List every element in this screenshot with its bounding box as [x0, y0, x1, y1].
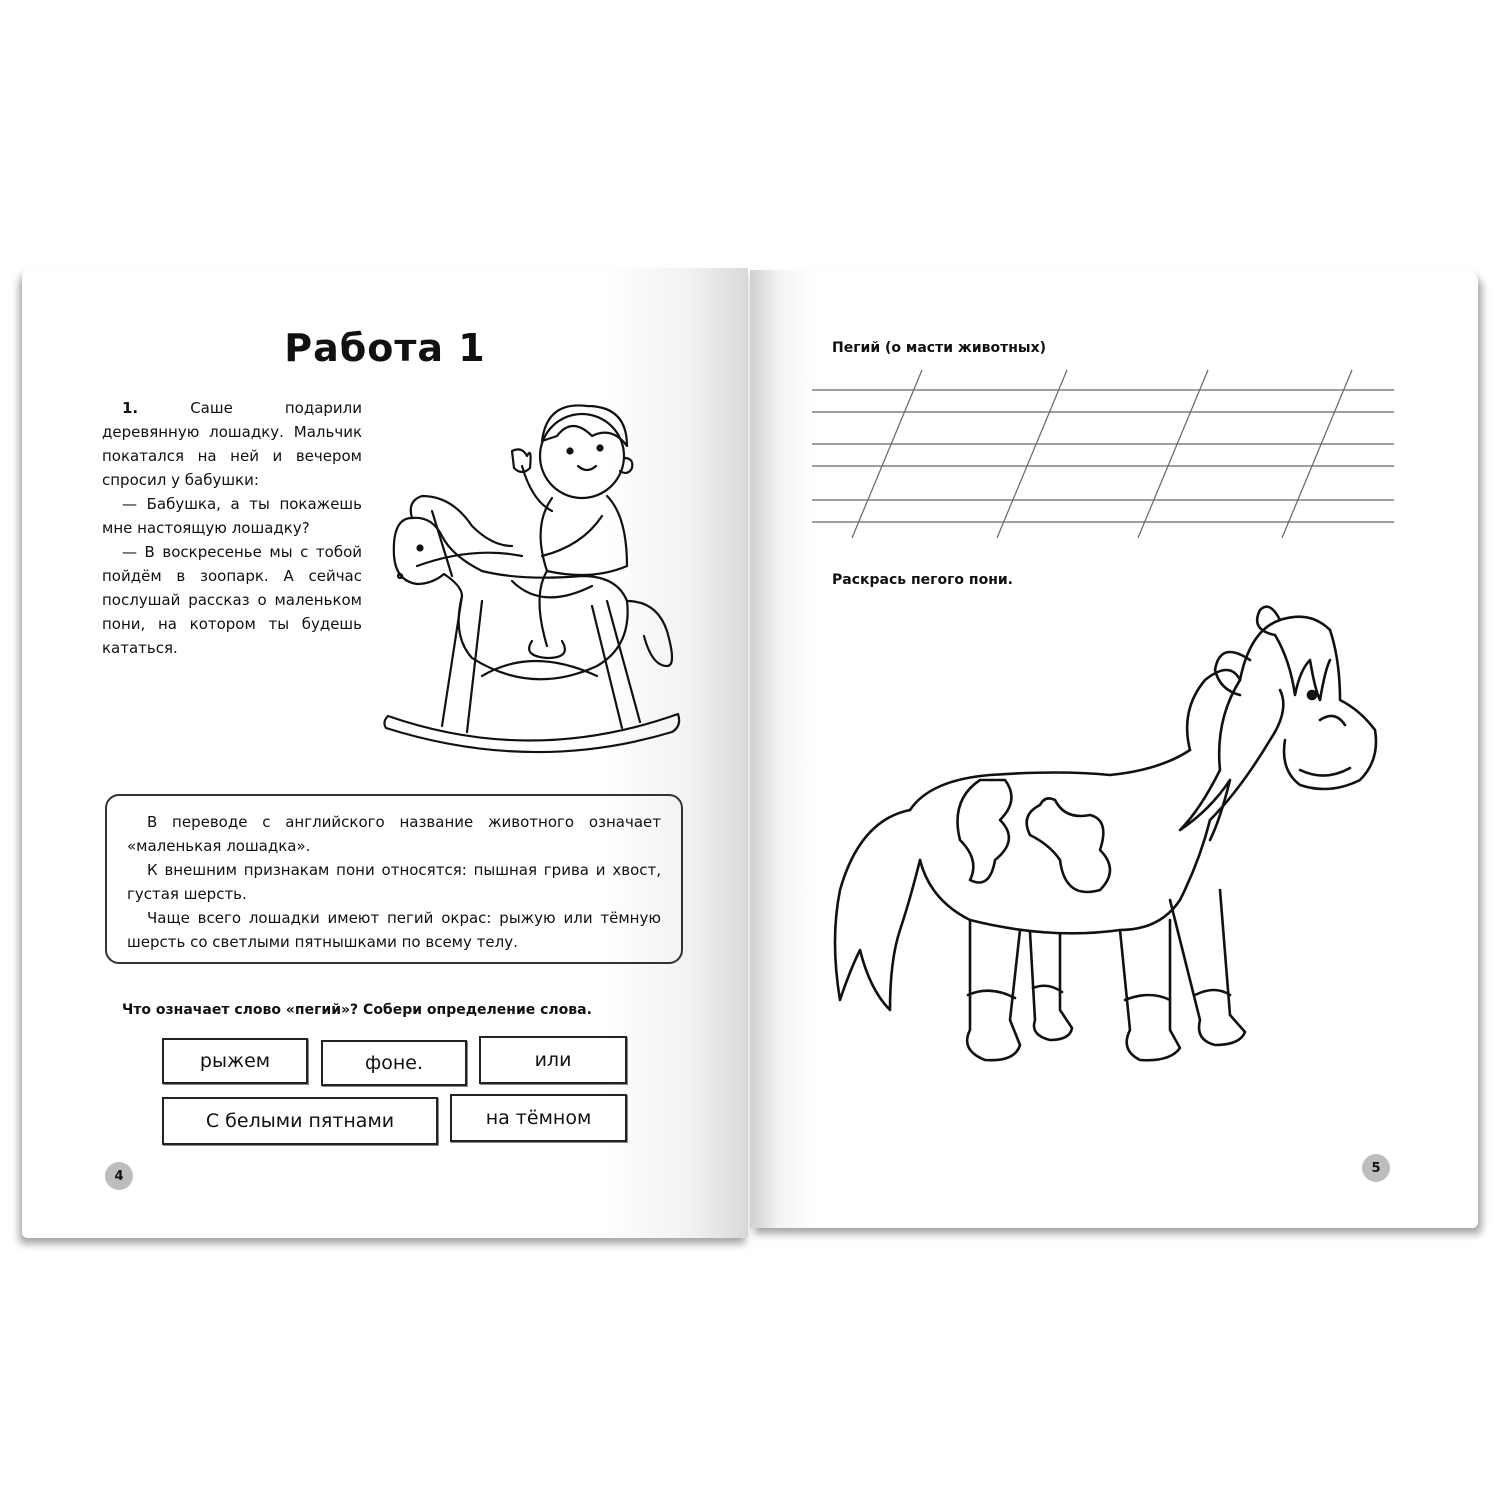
left-page — [22, 268, 748, 1238]
info-paragraph-2: К внешним признакам пони относятся: пышная грива и хвост, густая шерсть. — [127, 861, 661, 903]
word-card-4[interactable]: С белыми пятнами — [162, 1097, 438, 1145]
word-card-1[interactable]: рыжем — [162, 1038, 308, 1084]
page-number-right: 5 — [1362, 1154, 1390, 1182]
story-paragraph-2: — Бабушка, а ты покажешь мне настоящую лошадку? — [102, 495, 362, 537]
boy-rocking-horse-illustration — [382, 396, 692, 756]
info-paragraph-3: Чаще всего лошадки имеют пегий окрас: рыжую или тёмную шерсть со светлыми пятнышками по всему телу. — [127, 909, 661, 951]
task-number: 1. — [122, 399, 139, 417]
right-page — [750, 270, 1478, 1228]
word-card-5[interactable]: на тёмном — [450, 1094, 627, 1142]
task-text: Раскрась пегого пони. — [832, 572, 1014, 588]
word-card-3[interactable]: или — [479, 1036, 627, 1084]
writing-lines — [812, 366, 1402, 546]
page-title: Работа 1 — [284, 326, 486, 370]
story-text — [102, 396, 362, 660]
pony-illustration — [820, 600, 1390, 1120]
question-text: Что означает слово «пегий»? Собери определение слова. — [122, 1002, 592, 1018]
info-paragraph-1: В переводе с английского название животного означает «маленькая лошадка». — [127, 813, 661, 855]
word-card-2[interactable]: фоне. — [321, 1040, 467, 1086]
word-heading: Пегий (о масти животных) — [832, 340, 1046, 356]
story-paragraph-3: — В воскресенье мы с тобой пойдём в зоопарк. А сейчас послушай рассказ о маленьком пони, на котором ты будешь кататься. — [102, 543, 362, 657]
info-box — [105, 794, 683, 964]
story-paragraph-1: Саше подарили деревянную лошадку. Мальчик покатался на ней и вечером спросил у бабушки: — [102, 399, 362, 489]
page-number-left: 4 — [105, 1162, 133, 1190]
